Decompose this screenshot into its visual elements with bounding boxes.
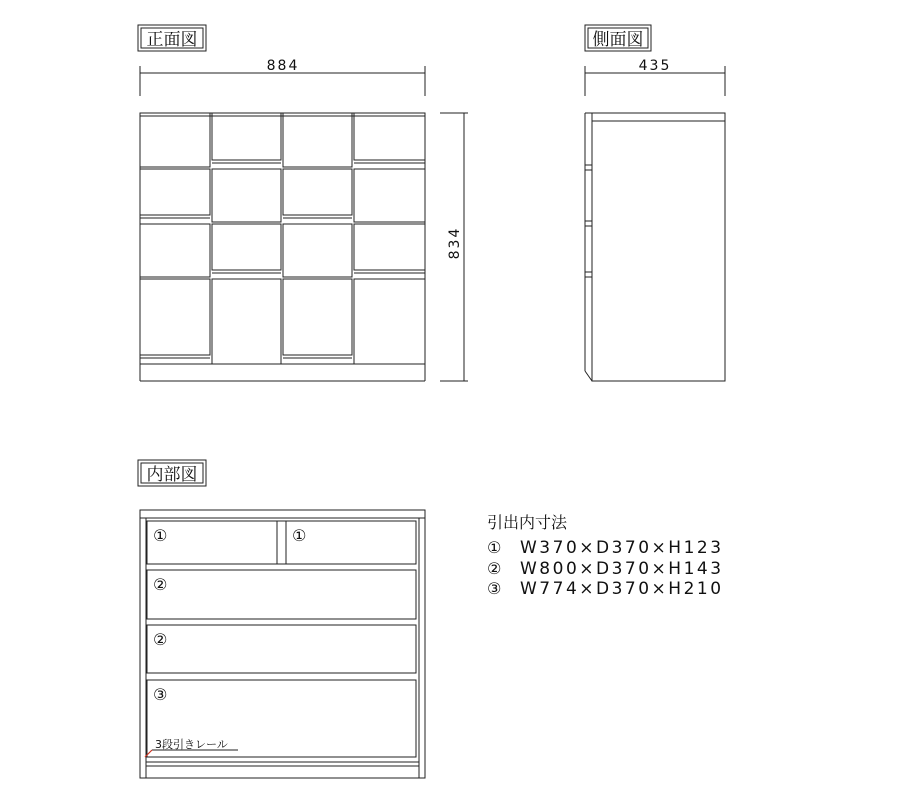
drawer-front [283, 169, 352, 215]
drawer-front [140, 113, 210, 167]
spec-marker: ③ [487, 579, 502, 598]
interior-view [138, 460, 425, 778]
drawer-front [140, 224, 210, 277]
drawer-front [354, 169, 425, 222]
spec-text: W800×D370×H143 [520, 559, 724, 579]
front-view-title [138, 25, 206, 51]
drawer-front [212, 279, 281, 364]
drawer-front [283, 224, 352, 277]
side-view-title [585, 25, 651, 51]
drawer-front [354, 279, 425, 364]
side-view [585, 25, 725, 381]
spec-text: W370×D370×H123 [520, 538, 724, 558]
depth-dimension-label: 435 [638, 58, 672, 74]
height-dimension [440, 113, 468, 381]
drawer-front [354, 113, 425, 160]
depth-dimension [585, 58, 725, 96]
spec-line [487, 579, 724, 599]
front-view [138, 25, 468, 381]
interior-view-title [138, 460, 206, 486]
drawer-specs [487, 513, 724, 599]
specs-heading: 引出内寸法 [487, 513, 568, 532]
drawer-marker: ② [153, 630, 168, 649]
drawer-marker: ① [292, 526, 307, 545]
front-drawer-grid [140, 113, 425, 364]
drawer-front [140, 169, 210, 215]
rail-note-text: 3段引きレール [155, 738, 228, 751]
drawer-front [212, 113, 281, 160]
side-view-title-text: 側面図 [592, 30, 644, 50]
spec-line [487, 538, 724, 558]
interior-view-title-text: 内部図 [146, 465, 198, 485]
drawer-front [212, 169, 281, 222]
spec-text: W774×D370×H210 [520, 579, 724, 599]
spec-marker: ① [487, 538, 502, 557]
side-cabinet [585, 113, 725, 381]
drawer-front [283, 279, 352, 355]
drawer-marker: ③ [153, 685, 168, 704]
width-dimension-label: 884 [266, 58, 300, 74]
interior-drawer [147, 625, 416, 673]
width-dimension [140, 58, 425, 96]
drawer-front [212, 224, 281, 270]
interior-drawer [147, 570, 416, 619]
drawer-front [354, 224, 425, 270]
spec-marker: ② [487, 559, 502, 578]
front-view-title-text: 正面図 [146, 30, 198, 50]
drawer-marker: ② [153, 575, 168, 594]
rail-note [145, 737, 238, 757]
spec-line [487, 559, 724, 579]
drawer-front [140, 279, 210, 355]
drawer-front [283, 113, 352, 167]
drawer-marker: ① [153, 526, 168, 545]
height-dimension-label: 834 [447, 226, 463, 260]
